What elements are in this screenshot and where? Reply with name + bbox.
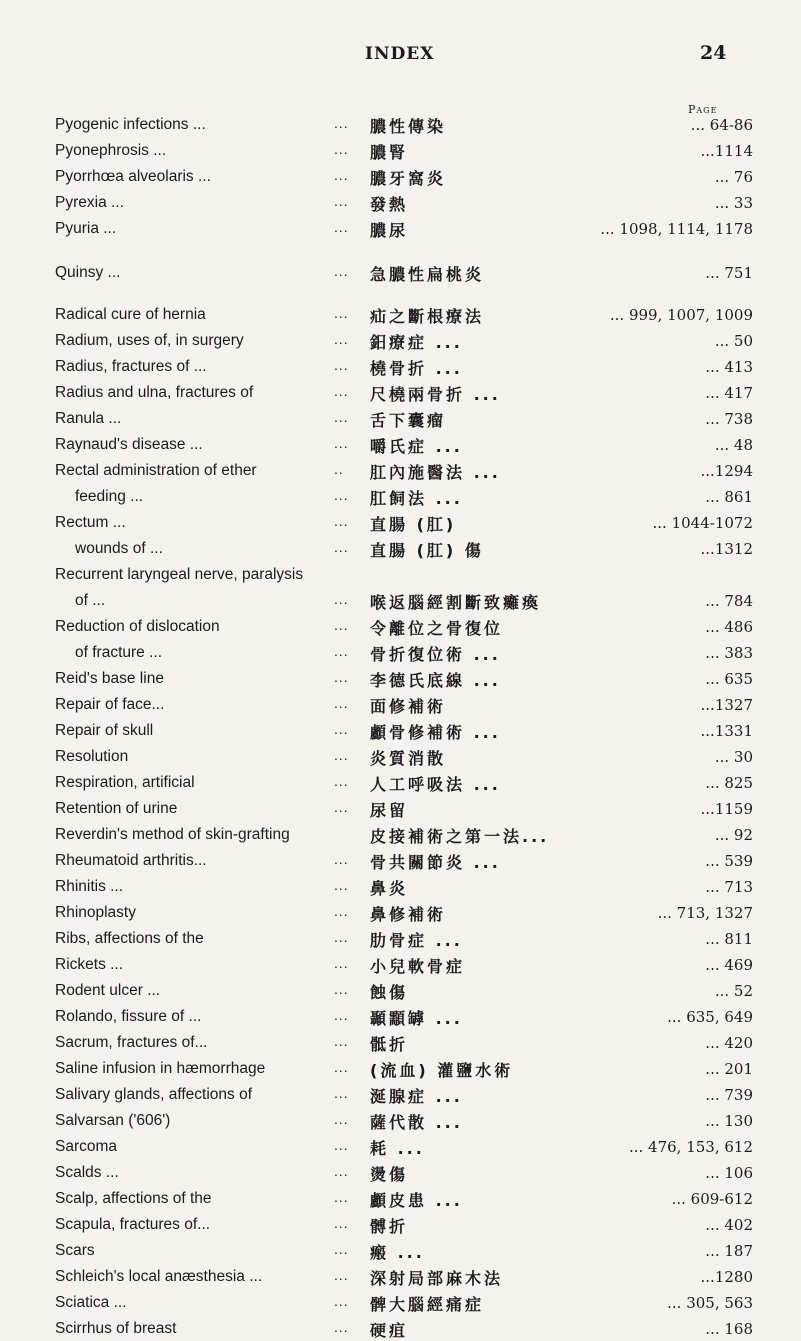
chinese-term: 直腸 (肛) 傷 xyxy=(370,541,484,560)
page-ref: ... 402 xyxy=(705,1216,753,1234)
index-entry: Saline infusion in hæmorrhage ... (流血) 灌鹽水術 ... 201 xyxy=(55,1059,753,1080)
english-term: Rhinoplasty xyxy=(55,904,136,921)
index-entry: Reid's base line ... 李德氏底線 ... ... 635 xyxy=(55,669,753,690)
page-ref: ... 201 xyxy=(705,1060,753,1078)
page-ref: ... 635, 649 xyxy=(667,1008,753,1026)
index-entry: Retention of urine ... 尿留 ...1159 xyxy=(55,799,753,820)
chinese-term: 急膿性扁桃炎 xyxy=(370,265,485,284)
chinese-term: 舌下囊瘤 xyxy=(370,411,447,430)
chinese-term: 膿腎 xyxy=(370,143,409,162)
index-entry: of fracture ... ... 骨折復位術 ... ... 383 xyxy=(75,643,753,664)
chinese-term: 橈骨折 ... xyxy=(370,359,463,378)
english-term: Pyuria ... xyxy=(55,220,117,237)
english-term: Recurrent laryngeal nerve, paralysis xyxy=(55,566,304,583)
chinese-term: 皮接補術之第一法... xyxy=(370,827,550,846)
english-term: Rickets ... xyxy=(55,956,124,973)
page-ref: ... 713, 1327 xyxy=(657,904,753,922)
english-term: Salivary glands, affections of xyxy=(55,1086,253,1103)
index-entry: Scapula, fractures of... ... 髆折 ... 402 xyxy=(55,1215,753,1236)
chinese-term: 鼻炎 xyxy=(370,879,409,898)
page-number: 24 xyxy=(700,42,727,64)
english-term: Pyogenic infections ... xyxy=(55,116,206,133)
page-title: INDEX xyxy=(365,44,435,64)
index-entry: Rheumatoid arthritis... ... 骨共關節炎 ... ... 539 xyxy=(55,851,753,872)
chinese-term: 顱骨修補術 ... xyxy=(370,723,501,742)
page-ref: ... 1044-1072 xyxy=(652,514,753,532)
english-term: Rectal administration of ether xyxy=(55,462,257,479)
page-ref: ... 751 xyxy=(705,264,753,282)
index-entry xyxy=(0,821,801,847)
english-term: Raynaud's disease ... xyxy=(55,436,203,453)
page-ref: ... 305, 563 xyxy=(667,1294,753,1312)
page-ref: ... 739 xyxy=(705,1086,753,1104)
chinese-term: 骨折復位術 ... xyxy=(370,645,501,664)
index-entry: Radium, uses of, in surgery ... 鈤療症 ... ... 50 xyxy=(55,331,753,352)
index-entry: Schleich's local anæsthesia ... ... 深射局部麻木法 ...1280 xyxy=(55,1267,753,1288)
page-ref: ... 713 xyxy=(705,878,753,896)
chinese-term: 硬疽 xyxy=(370,1321,409,1340)
index-entry: Sacrum, fractures of... ... 骶折 ... 420 xyxy=(55,1033,753,1054)
english-term: Pyorrhœa alveolaris ... xyxy=(55,168,211,185)
chinese-term: 膿性傳染 xyxy=(370,117,447,136)
chinese-term: 蝕傷 xyxy=(370,983,409,1002)
chinese-term: 李德氏底線 ... xyxy=(370,671,501,690)
chinese-term: 面修補術 xyxy=(370,697,447,716)
english-term: Rheumatoid arthritis... xyxy=(55,852,207,869)
index-entry: Rodent ulcer ... ... 蝕傷 ... 52 xyxy=(55,981,753,1002)
page-header xyxy=(0,44,801,74)
page-ref: ... 999, 1007, 1009 xyxy=(609,306,753,324)
chinese-term: 小兒軟骨症 xyxy=(370,957,466,976)
page-ref: ... 92 xyxy=(714,826,753,844)
page-ref: ...1114 xyxy=(700,142,753,160)
page-ref: ... 52 xyxy=(714,982,753,1000)
page-ref: ... 1098, 1114, 1178 xyxy=(600,220,753,238)
index-entry: Rolando, fissure of ... ... 顳顬罅 ... ... 635, 649 xyxy=(55,1007,753,1028)
english-term: Radius, fractures of ... xyxy=(55,358,207,375)
index-entry: Respiration, artificial ... 人工呼吸法 ... ... 825 xyxy=(55,773,753,794)
chinese-term: 髀大腦經痛症 xyxy=(370,1295,485,1314)
index-entry: Pyorrhœa alveolaris ... ... 膿牙窩炎 ... 76 xyxy=(55,167,753,188)
page-ref: ... 417 xyxy=(705,384,753,402)
page-ref: ... 539 xyxy=(705,852,753,870)
page-ref: ... 30 xyxy=(714,748,753,766)
index-entry: Repair of face... ... 面修補術 ...1327 xyxy=(55,695,753,716)
index-entry: Pyonephrosis ... ... 膿腎 ...1114 xyxy=(55,141,753,162)
english-term: Ranula ... xyxy=(55,410,122,427)
page-ref: ... 825 xyxy=(705,774,753,792)
english-term: Sacrum, fractures of... xyxy=(55,1034,208,1051)
chinese-term: 骨共關節炎 ... xyxy=(370,853,501,872)
english-term: Rectum ... xyxy=(55,514,126,531)
chinese-term: (流血) 灌鹽水術 xyxy=(370,1061,514,1080)
chinese-term: 髆折 xyxy=(370,1217,409,1236)
english-term: Repair of skull xyxy=(55,722,154,739)
page-column-label: Page xyxy=(688,103,718,116)
page-ref: ...1280 xyxy=(700,1268,753,1286)
index-entry: wounds of ... ... 直腸 (肛) 傷 ...1312 xyxy=(75,539,753,560)
index-entry: Rickets ... ... 小兒軟骨症 ... 469 xyxy=(55,955,753,976)
page-ref: ...1159 xyxy=(700,800,753,818)
page-ref: ... 48 xyxy=(714,436,753,454)
page-ref: ... 635 xyxy=(705,670,753,688)
english-term: Pyonephrosis ... xyxy=(55,142,167,159)
index-entry: Rhinitis ... ... 鼻炎 ... 713 xyxy=(55,877,753,898)
index-list xyxy=(0,111,801,1341)
english-term: wounds of ... xyxy=(75,540,163,557)
chinese-term: 發熱 xyxy=(370,195,409,214)
chinese-term: 燙傷 xyxy=(370,1165,409,1184)
english-term: Rodent ulcer ... xyxy=(55,982,161,999)
chinese-term: 顱皮患 ... xyxy=(370,1191,463,1210)
english-term: Reid's base line xyxy=(55,670,164,687)
english-term: Sarcoma xyxy=(55,1138,118,1155)
english-term: Saline infusion in hæmorrhage xyxy=(55,1060,266,1077)
chinese-term: 肛飼法 ... xyxy=(370,489,463,508)
page-ref: ...1312 xyxy=(700,540,753,558)
chinese-term: 喉返腦經割斷致癱瘓 xyxy=(370,593,542,612)
english-term: Resolution xyxy=(55,748,129,765)
chinese-term: 直腸 (肛) xyxy=(370,515,457,534)
page-ref: ...1294 xyxy=(700,462,753,480)
index-entry: Radical cure of hernia ... 疝之斷根療法 ... 999, 1007, 1009 xyxy=(55,305,753,326)
chinese-term: 膿牙窩炎 xyxy=(370,169,447,188)
chinese-term: 嚼氏症 ... xyxy=(370,437,463,456)
chinese-term: 疝之斷根療法 xyxy=(370,307,485,326)
page-ref: ... 486 xyxy=(705,618,753,636)
chinese-term: 顳顬罅 ... xyxy=(370,1009,463,1028)
page-ref: ... 476, 153, 612 xyxy=(628,1138,753,1156)
index-entry: Sciatica ... ... 髀大腦經痛症 ... 305, 563 xyxy=(55,1293,753,1314)
english-term: Scirrhus of breast xyxy=(55,1320,177,1337)
page-ref: ... 106 xyxy=(705,1164,753,1182)
english-term: Schleich's local anæsthesia ... xyxy=(55,1268,263,1285)
page-ref: ... 383 xyxy=(705,644,753,662)
chinese-term: 炎質消散 xyxy=(370,749,447,768)
index-entry: Repair of skull ... 顱骨修補術 ... ...1331 xyxy=(55,721,753,742)
page-ref: ... 469 xyxy=(705,956,753,974)
index-entry: Ribs, affections of the ... 肋骨症 ... ... 811 xyxy=(55,929,753,950)
index-entry: Rhinoplasty ... 鼻修補術 ... 713, 1327 xyxy=(55,903,753,924)
english-term: Radius and ulna, fractures of xyxy=(55,384,254,401)
page-ref: ...1327 xyxy=(700,696,753,714)
page-ref: ... 861 xyxy=(705,488,753,506)
index-entry xyxy=(0,561,801,587)
english-term: Salvarsan ('606') xyxy=(55,1112,171,1129)
index-entry: Resolution ... 炎質消散 ... 30 xyxy=(55,747,753,768)
index-entry: Pyrexia ... ... 發熱 ... 33 xyxy=(55,193,753,214)
index-entry: Scalp, affections of the ... 顱皮患 ... ... 609-612 xyxy=(55,1189,753,1210)
index-entry: Reduction of dislocation ... 令離位之骨復位 ... 486 xyxy=(55,617,753,638)
english-term: of fracture ... xyxy=(75,644,163,661)
index-entry: Radius, fractures of ... ... 橈骨折 ... ... 413 xyxy=(55,357,753,378)
chinese-term: 鈤療症 ... xyxy=(370,333,463,352)
page-ref: ... 738 xyxy=(705,410,753,428)
index-entry: of ... ... 喉返腦經割斷致癱瘓 ... 784 xyxy=(75,591,753,612)
index-entry: Rectum ... ... 直腸 (肛) ... 1044-1072 xyxy=(55,513,753,534)
index-entry: Scalds ... ... 燙傷 ... 106 xyxy=(55,1163,753,1184)
index-entry: Scirrhus of breast ... 硬疽 ... 168 xyxy=(55,1319,753,1340)
page-ref: ... 609-612 xyxy=(671,1190,753,1208)
index-entry: Scars ... 瘢 ... ... 187 xyxy=(55,1241,753,1262)
chinese-term: 尿留 xyxy=(370,801,409,820)
english-term: Reduction of dislocation xyxy=(55,618,220,635)
chinese-term: 鼻修補術 xyxy=(370,905,447,924)
english-term: of ... xyxy=(75,592,106,609)
chinese-term: 瘢 ... xyxy=(370,1243,425,1262)
chinese-term: 耗 ... xyxy=(370,1139,425,1158)
chinese-term: 人工呼吸法 ... xyxy=(370,775,501,794)
index-entry: Quinsy ... ... 急膿性扁桃炎 ... 751 xyxy=(55,263,753,284)
index-entry: Radius and ulna, fractures of ... 尺橈兩骨折 ... ... 417 xyxy=(55,383,753,404)
english-term: Scalp, affections of the xyxy=(55,1190,212,1207)
index-entry: Salivary glands, affections of ... 涎腺症 ... ... 739 xyxy=(55,1085,753,1106)
english-term: Ribs, affections of the xyxy=(55,930,204,947)
index-entry: Raynaud's disease ... ... 嚼氏症 ... ... 48 xyxy=(55,435,753,456)
english-term: Pyrexia ... xyxy=(55,194,124,211)
page-ref: ... 413 xyxy=(705,358,753,376)
page-ref: ... 784 xyxy=(705,592,753,610)
english-term: Rolando, fissure of ... xyxy=(55,1008,202,1025)
english-term: Radium, uses of, in surgery xyxy=(55,332,244,349)
chinese-term: 骶折 xyxy=(370,1035,409,1054)
english-term: Sciatica ... xyxy=(55,1294,127,1311)
english-term: Scalds ... xyxy=(55,1164,119,1181)
english-term: feeding ... xyxy=(75,488,144,505)
english-term: Retention of urine xyxy=(55,800,178,817)
english-term: Quinsy ... xyxy=(55,264,121,281)
english-term: Radical cure of hernia xyxy=(55,306,206,323)
page-ref: ... 187 xyxy=(705,1242,753,1260)
index-entry: feeding ... ... 肛飼法 ... ... 861 xyxy=(75,487,753,508)
page-ref: ... 130 xyxy=(705,1112,753,1130)
page-ref: ... 33 xyxy=(714,194,753,212)
english-term: Scars xyxy=(55,1242,95,1259)
chinese-term: 深射局部麻木法 xyxy=(370,1269,504,1288)
index-entry: Pyuria ... ... 膿尿 ... 1098, 1114, 1178 xyxy=(55,219,753,240)
chinese-term: 膿尿 xyxy=(370,221,409,240)
page-ref: ... 50 xyxy=(714,332,753,350)
chinese-term: 薩代散 ... xyxy=(370,1113,463,1132)
chinese-term: 令離位之骨復位 xyxy=(370,619,504,638)
english-term: Reverdin's method of skin-grafting xyxy=(55,826,290,843)
page-ref: ... 168 xyxy=(705,1320,753,1338)
page-ref: ... 811 xyxy=(705,930,753,948)
page-ref: ...1331 xyxy=(700,722,753,740)
english-term: Respiration, artificial xyxy=(55,774,195,791)
index-entry: Salvarsan ('606') ... 薩代散 ... ... 130 xyxy=(55,1111,753,1132)
index-entry: Ranula ... ... 舌下囊瘤 ... 738 xyxy=(55,409,753,430)
english-term: Rhinitis ... xyxy=(55,878,124,895)
page-ref: ... 64-86 xyxy=(690,116,753,134)
page-ref: ... 76 xyxy=(714,168,753,186)
chinese-term: 尺橈兩骨折 ... xyxy=(370,385,501,404)
chinese-term: 肛內施醫法 ... xyxy=(370,463,501,482)
english-term: Scapula, fractures of... xyxy=(55,1216,211,1233)
page-ref: ... 420 xyxy=(705,1034,753,1052)
chinese-term: 涎腺症 ... xyxy=(370,1087,463,1106)
index-entry: Pyogenic infections ... ... 膿性傳染 ... 64-86 xyxy=(55,115,753,136)
index-entry: Rectal administration of ether .. 肛內施醫法 ... ...1294 xyxy=(55,461,753,482)
english-term: Repair of face... xyxy=(55,696,165,713)
chinese-term: 肋骨症 ... xyxy=(370,931,463,950)
index-entry: Sarcoma ... 耗 ... ... 476, 153, 612 xyxy=(55,1137,753,1158)
